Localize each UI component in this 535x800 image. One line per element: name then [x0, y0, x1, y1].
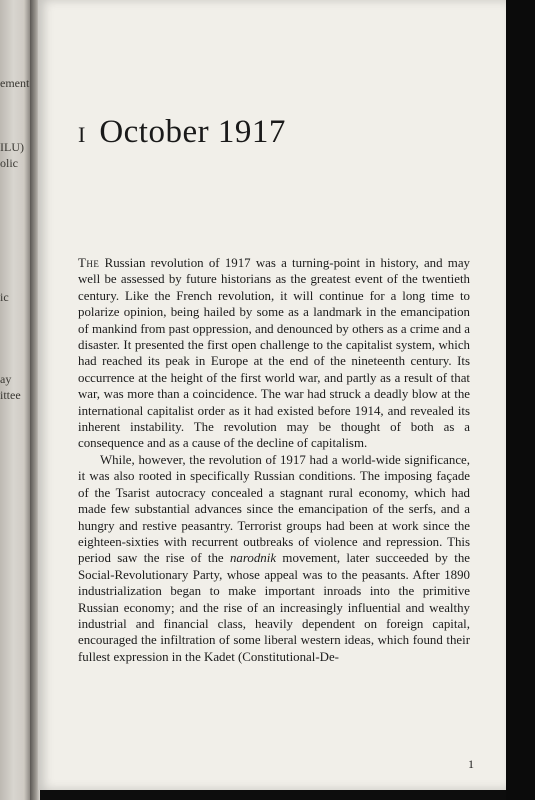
chapter-heading	[78, 114, 286, 151]
chapter-body	[78, 255, 470, 665]
facing-page-fragment: ittee	[0, 388, 21, 402]
paragraph-1-text: Russian revolution of 1917 was a turning-point in history, and may well be assessed by future historians as the greatest event of the twentieth century. Like the French revolution, it will continue for a long time to polarize opinion, being hailed by some as a landmark in the emancipation of mankind from past oppression, and denounced by others as a crime and a disaster. It presented the first open challenge to the capitalist system, which had reached its peak in Europe at the end of the nineteenth century. Its occurrence at the height of the first world war, and partly as a result of that war, was more than a coincidence. The war had struck a deadly blow at the international capitalist order as it had existed before 1914, and revealed its inherent instability. The revolution may be thought of both as a consequence and as a cause of the decline of capitalism.	[78, 256, 470, 451]
page-number: 1	[468, 757, 474, 771]
chapter-number: I	[78, 122, 86, 147]
italic-term: narodnik	[229, 551, 277, 566]
paragraph-1	[78, 255, 470, 452]
chapter-title: October 1917	[99, 114, 286, 150]
facing-page-fragment: ILU)	[0, 140, 24, 154]
facing-page-fragment: ay	[0, 372, 12, 386]
facing-page-fragment: ic	[0, 290, 9, 304]
paragraph-2-text-b: movement, later succeeded by the Social-Revolutionary Party, whose appeal was to the peasants. After 1890 industrialization began to make important inroads into the primitive Russian economy; and the rise of an increasingly influential and wealthy industrial and financial class, heavily dependent on foreign capital, encouraged the infiltration of some liberal western ideas, which found their fullest expression in the Kadet (Constitutional-De-	[78, 551, 470, 664]
paragraph-2-text-a: While, however, the revolution of 1917 had a world-wide significance, it was also rooted in specifically Russian conditions. The imposing façade of the Tsarist autocracy concealed a stagnant rural economy, which had made few substantial advances since the emancipation of the serfs, and a hungry and restive peasantry. Terrorist groups had been at work since the eighteen-sixties with recurrent outbreaks of violence and repression. This period saw the rise of the	[78, 452, 470, 566]
background-edge	[506, 0, 535, 800]
facing-page-fragment: olic	[0, 156, 18, 170]
book-page	[38, 0, 506, 790]
paragraph-2	[78, 452, 470, 665]
lead-word: The	[78, 256, 100, 270]
facing-page-fragment: ement	[0, 76, 30, 90]
facing-page-edge	[0, 0, 30, 800]
